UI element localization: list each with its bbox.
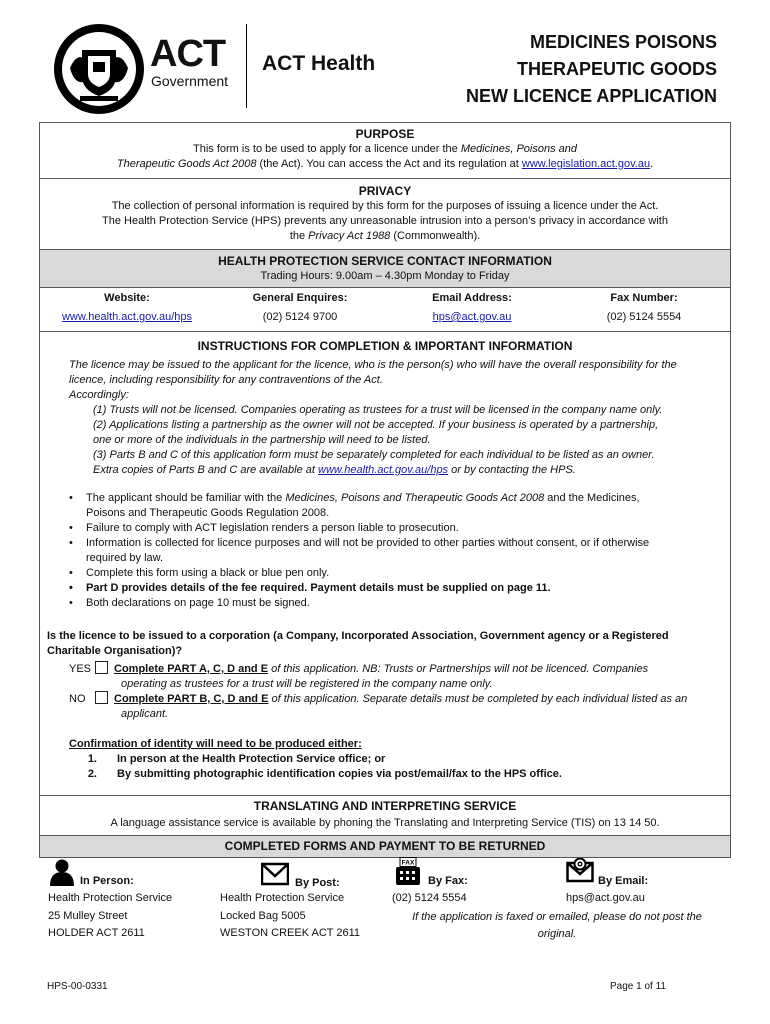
instructions-bullets xyxy=(40,491,730,611)
by-email-label: By Email: xyxy=(598,875,649,887)
contact-grid xyxy=(40,291,730,325)
yes-detail: operating as trustees for a trust will be registered in the company name only. xyxy=(121,678,493,690)
translating-text: A language assistance service is available by phoning the Translating and Interpreting Service (TIS) on 13 14 50. xyxy=(110,817,660,829)
identity-section xyxy=(69,737,729,782)
email-link[interactable]: hps@act.gov.au xyxy=(432,311,512,323)
form-title-line: MEDICINES POISONS xyxy=(529,32,717,52)
privacy-line-1: The collection of personal information is required by this form for the purposes of issuing a licence under the Act. xyxy=(111,200,659,212)
return-email[interactable]: hps@act.gov.au xyxy=(566,892,645,904)
divider xyxy=(39,178,731,179)
in-person-address xyxy=(48,890,172,943)
form-title-line: NEW LICENCE APPLICATION xyxy=(466,86,717,106)
contact-header xyxy=(40,250,730,287)
website-label: Website: xyxy=(104,292,150,304)
numbered-item: one or more of the individuals in the partnership will need to be listed. xyxy=(93,434,431,446)
corporation-question xyxy=(47,629,727,659)
purpose-section xyxy=(40,127,730,172)
in-person-label: In Person: xyxy=(80,875,134,887)
page-number: Page 1 of 11 xyxy=(610,981,666,992)
address-line: 25 Mulley Street xyxy=(48,909,128,922)
return-fax-number: (02) 5124 5554 xyxy=(392,892,467,904)
address-line: Locked Bag 5005 xyxy=(220,909,306,922)
enquiries-label: General Enquires: xyxy=(252,292,348,304)
no-option: NO Complete PART B, C, D and E of this application. Separate details must be completed by each individual listed as an applicant. xyxy=(69,691,729,722)
yes-label: YES xyxy=(69,663,92,675)
fax-label: Fax Number: xyxy=(610,292,678,304)
fax-icon xyxy=(395,857,421,885)
enquiries-phone: (02) 5124 9700 xyxy=(262,311,338,323)
by-fax-label: By Fax: xyxy=(428,875,468,887)
bullet-item: • Failure to comply with ACT legislation renders a person liable to prosecution. xyxy=(40,521,730,536)
divider xyxy=(39,857,731,858)
bullet-item: • The applicant should be familiar with the Medicines, Poisons and Therapeutic Goods Act 2008 and the Medicines, Poisons and Therapeutic Goods Regulation 2008. xyxy=(40,491,730,521)
form-title xyxy=(466,29,717,110)
legislation-link[interactable]: www.legislation.act.gov.au xyxy=(521,158,651,170)
divider xyxy=(39,122,731,123)
contact-col-email xyxy=(386,291,558,325)
intro-line: Accordingly: xyxy=(69,389,129,401)
act-crest-logo xyxy=(52,22,146,116)
bullet-item: • Part D provides details of the fee required. Payment details must be supplied on page 11. xyxy=(40,581,730,596)
parts-bc-link[interactable]: www.health.act.gov.au/hps xyxy=(318,464,449,476)
website-link[interactable]: www.health.act.gov.au/hps xyxy=(61,311,193,323)
person-icon xyxy=(48,858,76,886)
logo-org-text: ACT xyxy=(150,33,226,75)
trading-hours: Trading Hours: 9.00am – 4.30pm Monday to Friday xyxy=(260,270,510,282)
intro-line: The licence may be issued to the applicant for the licence, who is the person(s) who will have the overall responsibility for the xyxy=(69,359,677,371)
address-line: Health Protection Service xyxy=(220,892,345,904)
purpose-heading: PURPOSE xyxy=(355,127,415,141)
privacy-section xyxy=(40,184,730,244)
by-post-label: By Post: xyxy=(295,877,340,889)
intro-line: licence, including responsibility for any contraventions of the Act. xyxy=(69,374,383,386)
divider xyxy=(39,331,731,332)
purpose-line-2: Therapeutic Goods Act 2008 (the Act). You can access the Act and its regulation at www.legislation.act.gov.au. xyxy=(116,158,654,170)
form-title-line: THERAPEUTIC GOODS xyxy=(516,59,717,79)
numbered-item: Extra copies of Parts B and C are available at www.health.act.gov.au/hps or by contacting the HPS. xyxy=(93,464,576,476)
email-icon xyxy=(566,858,594,886)
contact-col-enquiries xyxy=(214,291,386,325)
instructions-heading: INSTRUCTIONS FOR COMPLETION & IMPORTANT INFORMATION xyxy=(197,339,573,353)
address-line: HOLDER ACT 2611 xyxy=(48,927,145,939)
divider xyxy=(39,287,731,288)
post-address xyxy=(220,890,360,943)
bullet-item: • Both declarations on page 10 must be signed. xyxy=(40,596,730,611)
numbered-item: (1) Trusts will not be licensed. Companies operating as trustees for a trust will be licensed in the company name only. xyxy=(93,404,663,416)
question-line: Is the licence to be issued to a corporation (a Company, Incorporated Association, Government agency or a Registered xyxy=(47,630,669,642)
dept-name: ACT Health xyxy=(262,52,376,75)
translating-section xyxy=(40,799,730,831)
privacy-line-2: The Health Protection Service (HPS) prevents any unreasonable intrusion into a person’s privacy in accordance with xyxy=(102,215,668,227)
fax-icon-text: FAX xyxy=(401,859,415,867)
purpose-line-1: This form is to be used to apply for a licence under the Medicines, Poisons and xyxy=(193,143,577,155)
contact-col-website xyxy=(40,291,214,325)
no-detail: applicant. xyxy=(121,708,169,720)
identity-heading: Confirmation of identity will need to be produced either: xyxy=(69,738,362,750)
bullet-item: • Information is collected for licence purposes and will not be provided to other parties without consent, or if otherwise required by law. xyxy=(40,536,730,566)
yes-option: YES Complete PART A, C, D and E of this application. NB: Trusts or Partnerships will not be licenced. Companies operating as trustees for a trust will be registered in the company name only. xyxy=(69,661,729,692)
privacy-heading: PRIVACY xyxy=(358,184,412,198)
fax-number: (02) 5124 5554 xyxy=(606,311,682,323)
header-divider xyxy=(246,24,247,108)
translating-heading: TRANSLATING AND INTERPRETING SERVICE xyxy=(253,799,517,813)
address-line: Health Protection Service xyxy=(48,892,173,904)
identity-item: 2. By submitting photographic identification copies via post/email/fax to the HPS office. xyxy=(87,768,562,780)
identity-item: 1. In person at the Health Protection Service office; or xyxy=(87,753,386,765)
instructions-intro xyxy=(69,358,729,478)
contact-col-fax xyxy=(558,291,730,325)
note-line: original. xyxy=(537,928,577,940)
mail-icon xyxy=(261,860,289,886)
email-label: Email Address: xyxy=(432,292,512,304)
address-line: WESTON CREEK ACT 2611 xyxy=(220,927,360,939)
returns-heading: COMPLETED FORMS AND PAYMENT TO BE RETURNED xyxy=(40,836,730,857)
contact-heading: HEALTH PROTECTION SERVICE CONTACT INFORMATION xyxy=(218,254,552,268)
logo-sub-text: Government xyxy=(151,73,229,89)
divider xyxy=(39,795,731,796)
question-line: Charitable Organisation)? xyxy=(47,645,183,657)
yes-checkbox[interactable] xyxy=(95,661,108,674)
privacy-line-3: the Privacy Act 1988 (Commonwealth). xyxy=(289,230,481,242)
no-checkbox[interactable] xyxy=(95,691,108,704)
note-line: If the application is faxed or emailed, please do not post the xyxy=(412,911,702,923)
bullet-item: • Complete this form using a black or blue pen only. xyxy=(40,566,730,581)
numbered-item: (2) Applications listing a partnership as the owner will not be accepted. If your business is operated by a partnership, xyxy=(93,419,659,431)
no-label: NO xyxy=(69,693,86,705)
form-code: HPS-00-0331 xyxy=(47,981,108,992)
fax-email-note xyxy=(392,909,722,943)
numbered-item: (3) Parts B and C of this application form must be separately completed for each individual to be listed as an owner. xyxy=(93,449,655,461)
